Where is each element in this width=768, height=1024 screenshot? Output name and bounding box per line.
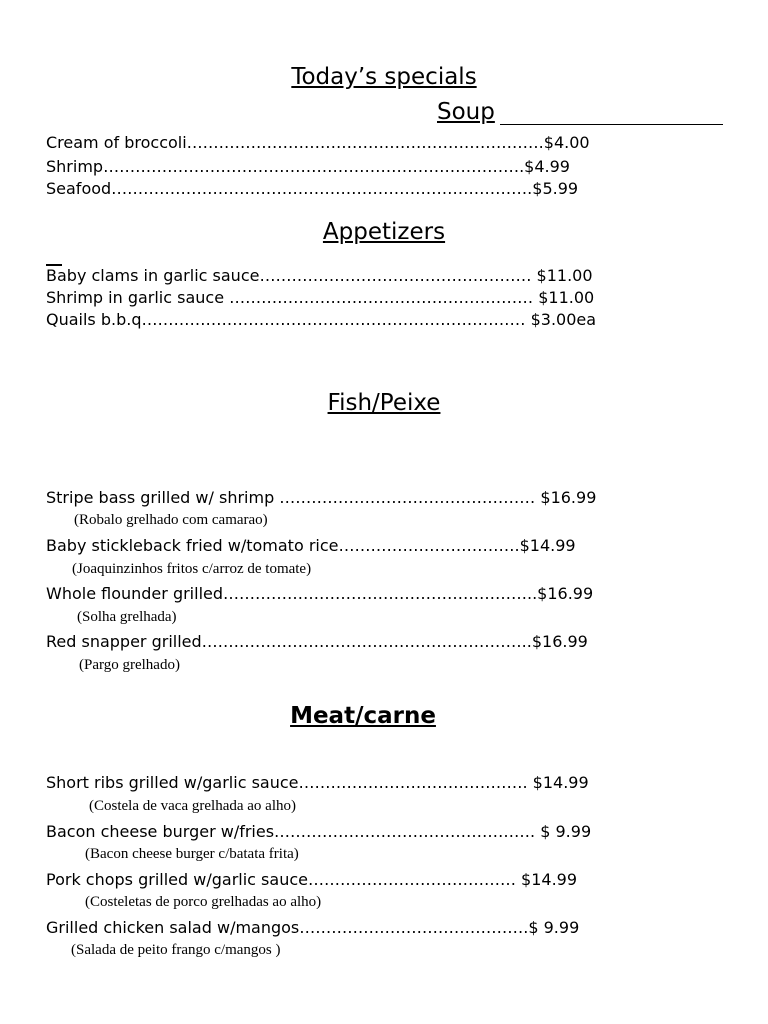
menu-item: Stripe bass grilled w/ shrimp ………………………………………… $16.99: [46, 488, 597, 507]
menu-item: Quails b.b.q……………………………………………………………… $3.00ea: [46, 310, 597, 329]
section-heading-appetizers: Appetizers: [322, 219, 446, 245]
menu-item: Baby stickleback fried w/tomato rice…………………………….$14.99: [46, 536, 576, 555]
menu-item-translation: (Pargo grelhado): [79, 657, 180, 673]
menu-item-translation: (Costeletas de porco grelhadas ao alho): [85, 894, 322, 910]
menu-item: Baby clams in garlic sauce…………………………………………… $11.00: [46, 266, 593, 285]
menu-item-translation: (Bacon cheese burger c/batata frita): [85, 846, 299, 862]
menu-item-translation: (Solha grelhada): [77, 609, 177, 625]
menu-item: Grilled chicken salad w/mangos…………………………………….$ 9.99: [46, 918, 580, 937]
section-heading-meat: Meat/carne: [290, 703, 436, 729]
menu-item: Bacon cheese burger w/fries…………………………………………. $ 9.99: [46, 822, 592, 841]
menu-item: Shrimp…………………………………………………………………….$4.99: [46, 157, 570, 176]
page-title: Today’s specials: [291, 64, 477, 90]
menu-item: Whole flounder grilled…………………………………………………..$16.99: [46, 584, 594, 603]
menu-item: Short ribs grilled w/garlic sauce……………………………………. $14.99: [46, 773, 589, 792]
menu-item: Seafood…………………………………………………………………….$5.99: [46, 179, 579, 198]
menu-item-translation: (Robalo grelhado com camarao): [74, 512, 268, 528]
menu-item: Red snapper grilled……………………………………………………..$16.99: [46, 632, 588, 651]
menu-item-translation: (Joaquinzinhos fritos c/arroz de tomate): [72, 561, 312, 577]
section-heading-soup: Soup: [437, 99, 495, 125]
menu-item: Cream of broccoli………………………………………………………….$4.00: [46, 133, 590, 152]
menu-item-translation: (Costela de vaca grelhada ao alho): [89, 798, 296, 814]
menu-item-translation: (Salada de peito frango c/mangos ): [71, 942, 281, 958]
soup-heading-underline: [500, 124, 723, 125]
menu-item: Shrimp in garlic sauce ………………………………………………… $11.00: [46, 288, 595, 307]
menu-item: Pork chops grilled w/garlic sauce………………………………… $14.99: [46, 870, 578, 889]
section-heading-fish: Fish/Peixe: [327, 390, 441, 416]
